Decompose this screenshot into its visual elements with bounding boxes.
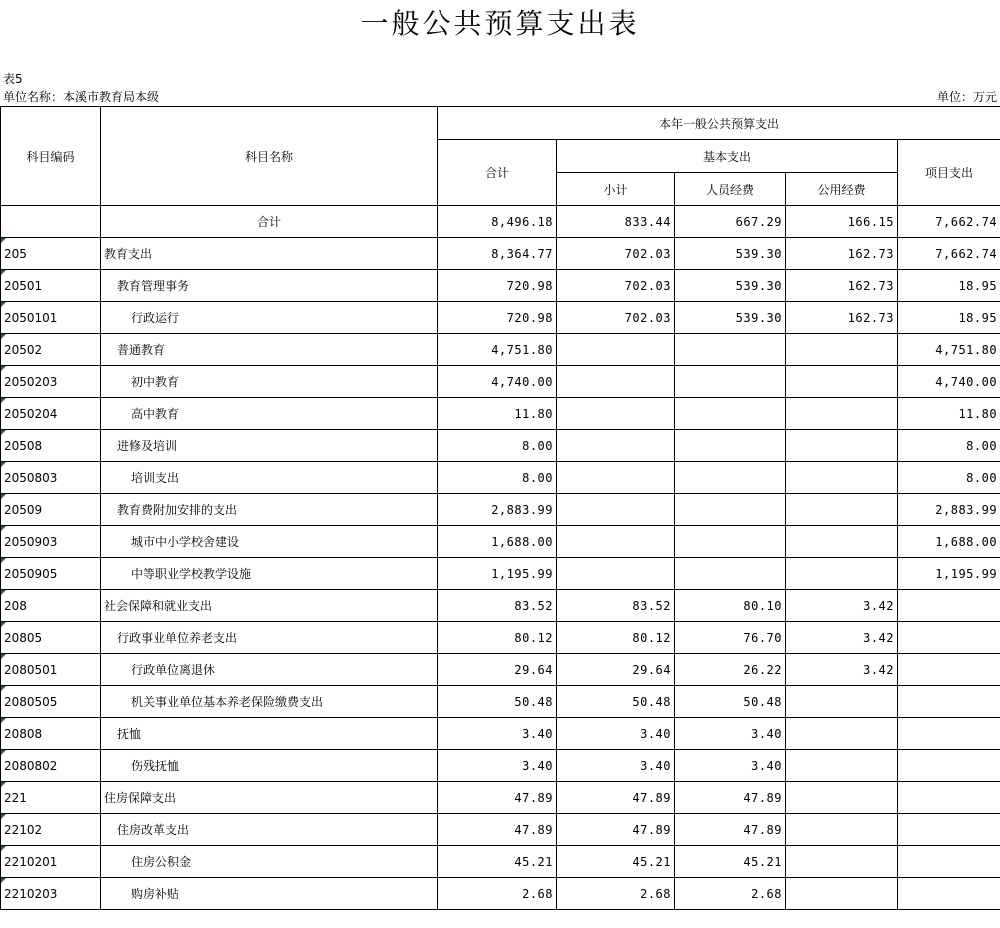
cell-public [786, 494, 898, 526]
cell-total: 47.89 [438, 814, 557, 846]
cell-public: 162.73 [786, 270, 898, 302]
page-title: 一般公共预算支出表 [360, 7, 640, 40]
header-group: 本年一般公共预算支出 [438, 107, 1000, 140]
table-row [1, 494, 1000, 526]
cell-public: 162.73 [786, 302, 898, 334]
currency-unit: 单位：万元 [936, 90, 997, 104]
cell-project [898, 718, 1000, 750]
budget-table [0, 106, 1000, 910]
cell-code: 2210201 [1, 846, 101, 878]
cell-code [1, 206, 101, 238]
table-row [1, 430, 1000, 462]
unit-name: 单位名称：本溪市教育局本级 [3, 90, 160, 104]
cell-personnel: 539.30 [675, 238, 786, 270]
cell-name: 住房改革支出 [101, 814, 438, 846]
table-row [1, 398, 1000, 430]
cell-personnel: 50.48 [675, 686, 786, 718]
cell-public [786, 526, 898, 558]
table-row [1, 366, 1000, 398]
cell-name: 住房保障支出 [101, 782, 438, 814]
cell-code: 2050203 [1, 366, 101, 398]
cell-subtotal: 702.03 [557, 238, 675, 270]
header-project: 项目支出 [898, 140, 1000, 206]
cell-subtotal: 80.12 [557, 622, 675, 654]
table-row [1, 846, 1000, 878]
cell-personnel [675, 526, 786, 558]
cell-subtotal [557, 366, 675, 398]
cell-project [898, 750, 1000, 782]
cell-subtotal: 702.03 [557, 270, 675, 302]
cell-project: 7,662.74 [898, 238, 1000, 270]
cell-personnel: 3.40 [675, 750, 786, 782]
cell-project: 2,883.99 [898, 494, 1000, 526]
cell-total: 720.98 [438, 302, 557, 334]
cell-total: 1,688.00 [438, 526, 557, 558]
cell-project: 18.95 [898, 302, 1000, 334]
table-row [1, 878, 1000, 910]
table-row [1, 814, 1000, 846]
cell-total: 720.98 [438, 270, 557, 302]
cell-total: 83.52 [438, 590, 557, 622]
cell-code: 2050903 [1, 526, 101, 558]
cell-personnel [675, 558, 786, 590]
cell-code: 2050803 [1, 462, 101, 494]
cell-subtotal: 29.64 [557, 654, 675, 686]
cell-project: 7,662.74 [898, 206, 1000, 238]
cell-project: 8.00 [898, 462, 1000, 494]
header-public: 公用经费 [786, 173, 898, 206]
cell-public [786, 686, 898, 718]
cell-code: 20508 [1, 430, 101, 462]
table-row [1, 334, 1000, 366]
cell-code: 2080501 [1, 654, 101, 686]
header-personnel: 人员经费 [675, 173, 786, 206]
cell-code: 2050101 [1, 302, 101, 334]
cell-name: 城市中小学校舍建设 [101, 526, 438, 558]
header-basic: 基本支出 [557, 140, 898, 173]
cell-public [786, 878, 898, 910]
cell-subtotal: 833.44 [557, 206, 675, 238]
cell-subtotal: 3.40 [557, 750, 675, 782]
cell-project [898, 846, 1000, 878]
cell-public [786, 334, 898, 366]
cell-project [898, 590, 1000, 622]
cell-code: 2050204 [1, 398, 101, 430]
cell-total: 2,883.99 [438, 494, 557, 526]
cell-code: 20805 [1, 622, 101, 654]
cell-name: 高中教育 [101, 398, 438, 430]
cell-subtotal [557, 558, 675, 590]
cell-subtotal: 2.68 [557, 878, 675, 910]
cell-personnel [675, 334, 786, 366]
cell-personnel: 76.70 [675, 622, 786, 654]
table-row [1, 750, 1000, 782]
cell-name: 行政事业单位养老支出 [101, 622, 438, 654]
cell-subtotal [557, 462, 675, 494]
cell-total: 2.68 [438, 878, 557, 910]
cell-public [786, 846, 898, 878]
cell-total: 47.89 [438, 782, 557, 814]
header-total: 合计 [438, 140, 557, 206]
table-row [1, 686, 1000, 718]
table-row [1, 782, 1000, 814]
cell-subtotal: 50.48 [557, 686, 675, 718]
cell-project [898, 686, 1000, 718]
cell-name: 教育费附加安排的支出 [101, 494, 438, 526]
cell-project: 1,688.00 [898, 526, 1000, 558]
cell-public: 3.42 [786, 622, 898, 654]
cell-name: 初中教育 [101, 366, 438, 398]
cell-code: 205 [1, 238, 101, 270]
cell-public [786, 462, 898, 494]
cell-project [898, 782, 1000, 814]
cell-personnel: 3.40 [675, 718, 786, 750]
table-row [1, 622, 1000, 654]
cell-total: 8,496.18 [438, 206, 557, 238]
cell-name: 教育支出 [101, 238, 438, 270]
cell-subtotal [557, 494, 675, 526]
cell-personnel: 539.30 [675, 270, 786, 302]
cell-subtotal [557, 526, 675, 558]
cell-public: 166.15 [786, 206, 898, 238]
cell-project [898, 814, 1000, 846]
cell-subtotal: 47.89 [557, 782, 675, 814]
cell-public: 3.42 [786, 654, 898, 686]
cell-public [786, 366, 898, 398]
cell-code: 208 [1, 590, 101, 622]
header-name: 科目名称 [101, 107, 438, 206]
cell-personnel: 667.29 [675, 206, 786, 238]
cell-personnel: 2.68 [675, 878, 786, 910]
cell-project: 18.95 [898, 270, 1000, 302]
cell-code: 2080505 [1, 686, 101, 718]
cell-project [898, 878, 1000, 910]
cell-public [786, 814, 898, 846]
cell-code: 2210203 [1, 878, 101, 910]
cell-public [786, 718, 898, 750]
cell-subtotal [557, 334, 675, 366]
table-row [1, 238, 1000, 270]
cell-personnel: 539.30 [675, 302, 786, 334]
cell-code: 20509 [1, 494, 101, 526]
cell-public [786, 430, 898, 462]
cell-total: 8,364.77 [438, 238, 557, 270]
table-row [1, 462, 1000, 494]
table-row [1, 206, 1000, 238]
cell-code: 2050905 [1, 558, 101, 590]
cell-project: 11.80 [898, 398, 1000, 430]
cell-subtotal: 45.21 [557, 846, 675, 878]
cell-personnel [675, 462, 786, 494]
table-row [1, 590, 1000, 622]
cell-name: 中等职业学校教学设施 [101, 558, 438, 590]
cell-personnel: 47.89 [675, 814, 786, 846]
cell-subtotal [557, 430, 675, 462]
cell-total: 4,751.80 [438, 334, 557, 366]
cell-name: 伤残抚恤 [101, 750, 438, 782]
cell-personnel [675, 366, 786, 398]
cell-personnel: 45.21 [675, 846, 786, 878]
cell-name: 培训支出 [101, 462, 438, 494]
cell-project [898, 654, 1000, 686]
table-row [1, 718, 1000, 750]
cell-code: 20808 [1, 718, 101, 750]
cell-total: 50.48 [438, 686, 557, 718]
cell-project: 4,740.00 [898, 366, 1000, 398]
cell-personnel: 47.89 [675, 782, 786, 814]
cell-name: 行政运行 [101, 302, 438, 334]
cell-project: 1,195.99 [898, 558, 1000, 590]
cell-personnel [675, 494, 786, 526]
cell-public [786, 398, 898, 430]
cell-subtotal [557, 398, 675, 430]
table-row [1, 302, 1000, 334]
cell-total: 45.21 [438, 846, 557, 878]
cell-total: 11.80 [438, 398, 557, 430]
cell-name: 进修及培训 [101, 430, 438, 462]
cell-public: 3.42 [786, 590, 898, 622]
table-row [1, 270, 1000, 302]
cell-code: 20501 [1, 270, 101, 302]
header-code: 科目编码 [1, 107, 101, 206]
table-row [1, 654, 1000, 686]
cell-total: 80.12 [438, 622, 557, 654]
cell-name: 购房补贴 [101, 878, 438, 910]
cell-total: 8.00 [438, 462, 557, 494]
cell-subtotal: 3.40 [557, 718, 675, 750]
cell-personnel: 80.10 [675, 590, 786, 622]
cell-personnel: 26.22 [675, 654, 786, 686]
cell-public [786, 782, 898, 814]
cell-name: 普通教育 [101, 334, 438, 366]
cell-name: 教育管理事务 [101, 270, 438, 302]
header-subtotal: 小计 [557, 173, 675, 206]
cell-total: 4,740.00 [438, 366, 557, 398]
cell-total: 1,195.99 [438, 558, 557, 590]
cell-project: 8.00 [898, 430, 1000, 462]
cell-subtotal: 47.89 [557, 814, 675, 846]
cell-total: 3.40 [438, 750, 557, 782]
cell-personnel [675, 430, 786, 462]
cell-total: 8.00 [438, 430, 557, 462]
cell-subtotal: 702.03 [557, 302, 675, 334]
cell-code: 20502 [1, 334, 101, 366]
cell-public [786, 558, 898, 590]
cell-total: 3.40 [438, 718, 557, 750]
cell-name: 行政单位离退休 [101, 654, 438, 686]
table-row [1, 526, 1000, 558]
cell-code: 22102 [1, 814, 101, 846]
cell-public [786, 750, 898, 782]
cell-project [898, 622, 1000, 654]
cell-public: 162.73 [786, 238, 898, 270]
cell-name: 机关事业单位基本养老保险缴费支出 [101, 686, 438, 718]
cell-project: 4,751.80 [898, 334, 1000, 366]
table-row [1, 558, 1000, 590]
cell-total: 29.64 [438, 654, 557, 686]
table-number: 表5 [3, 72, 23, 86]
cell-code: 221 [1, 782, 101, 814]
cell-personnel [675, 398, 786, 430]
cell-subtotal: 83.52 [557, 590, 675, 622]
cell-name: 抚恤 [101, 718, 438, 750]
cell-name: 合计 [101, 206, 438, 238]
cell-name: 社会保障和就业支出 [101, 590, 438, 622]
cell-code: 2080802 [1, 750, 101, 782]
cell-name: 住房公积金 [101, 846, 438, 878]
